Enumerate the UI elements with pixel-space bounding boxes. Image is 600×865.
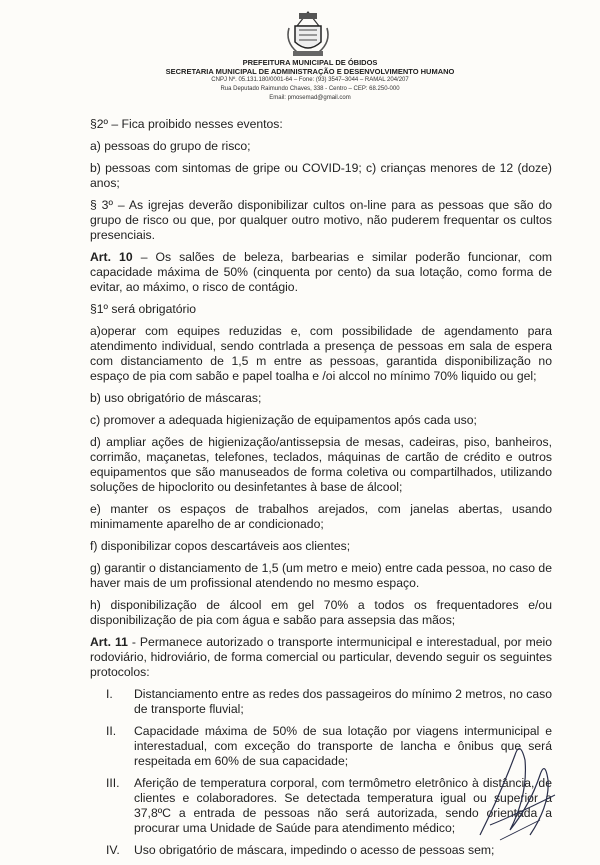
paragraph: d) ampliar ações de higienização/antissepsia de mesas, cadeiras, piso, banheiros, corrimão, maçanetas, telefones, teclados, máquinas de cartão de crédito e outros equipamentos que são manuseados de forma coletiva ou compartilhados, utilizando soluções de hipoclorito ou desinfetantes à base de álcool; — [90, 435, 552, 494]
list-number: II. — [106, 724, 117, 738]
article-text: - Permanece autorizado o transporte intermunicipal e interestadual, por meio rodoviário, hidroviário, de forma comercial ou particular, devendo seguir os seguintes protocolos: — [90, 635, 552, 679]
letterhead — [120, 58, 500, 103]
list-text: Aferição de temperatura corporal, com termômetro eletrônico à distância, de clientes e colaboradores. Se detectada temperatura igual ou superior a 37,8ºC a entrada de pessoas não será autorizada, sendo orientada a procurar uma Unidade de Saúde para atendimento médico; — [134, 776, 552, 835]
paragraph: a)operar com equipes reduzidas e, com possibilidade de agendamento para atendimento individual, sendo contrlada a presença de pessoas em sala de espera com distanciamento de 1,5 m entre as pessoas, garantida disponibilização no espaço de pia com sabão e papel toalha e /oi alccol no mínimo 70% liquido ou gel; — [90, 324, 552, 383]
paragraph: g) garantir o distanciamento de 1,5 (um metro e meio) entre cada pessoa, no caso de haver mais de um profissional atendendo no mesmo espaço. — [90, 561, 552, 590]
signature-icon — [470, 735, 560, 845]
list-number: III. — [106, 776, 120, 790]
letterhead-address: Rua Deputado Raimundo Chaves, 338 - Centro – CEP: 68.250-000 — [220, 86, 400, 92]
article-11 — [90, 635, 552, 680]
paragraph: b) uso obrigatório de máscaras; — [90, 391, 262, 405]
paragraph: h) disponibilização de álcool em gel 70% a todos os frequentadores e/ou disponibilização de pia com água e sabão para assepsia das mãos; — [90, 598, 552, 627]
list-text: Capacidade máxima de 50% de sua lotação por viagens intermunicipal e interestadual, com exceção do transporte de lancha e ônibus que será respeitada em 60% de sua capacidade; — [134, 724, 552, 768]
coat-of-arms-icon — [283, 8, 333, 58]
article-label: Art. 10 — [90, 250, 133, 264]
letterhead-cnpj: CNPJ Nº. 05.131.180/0001-64 – Fone: (93) 3547–3044 – RAMAL 204/207 — [211, 77, 409, 83]
letterhead-title: PREFEITURA MUNICIPAL DE ÓBIDOS — [242, 58, 378, 67]
paragraph: c) promover a adequada higienização de equipamentos após cada uso; — [90, 413, 477, 427]
list-number: IV. — [106, 843, 120, 857]
list-number: I. — [106, 687, 113, 701]
article-label: Art. 11 — [90, 635, 128, 649]
paragraph: a) pessoas do grupo de risco; — [90, 139, 251, 153]
paragraph: § 3º – As igrejas deverão disponibilizar cultos on-line para as pessoas que são do grupo de risco ou que, por qualquer outro motivo, não puderem frequentar os cultos presenciais. — [90, 198, 552, 242]
paragraph: §2º – Fica proibido nesses eventos: — [90, 117, 283, 131]
paragraph: §1º será obrigatório — [90, 302, 197, 316]
article-10 — [90, 250, 552, 295]
list-text: Uso obrigatório de máscara, impedindo o acesso de pessoas sem; — [134, 843, 495, 857]
list-item — [90, 687, 552, 717]
article-text: – Os salões de beleza, barbearias e similar poderão funcionar, com capacidade máxima de 50% (cinquenta por cento) da sua lotação, como forma de evitar, ao máximo, o risco de contágio. — [90, 250, 553, 294]
letterhead-email: Email: pmosemad@gmail.com — [269, 95, 351, 101]
paragraph: f) disponibilizar copos descartáveis aos clientes; — [90, 539, 351, 553]
paragraph: e) manter os espaços de trabalhos arejados, com janelas abertas, usando minimamente aparelho de ar condicionado; — [90, 502, 552, 531]
letterhead-secretariat: SECRETARIA MUNICIPAL DE ADMINISTRAÇÃO E DESENVOLVIMENTO HUMANO — [165, 67, 455, 76]
paragraph: b) pessoas com sintomas de gripe ou COVID-19; c) crianças menores de 12 (doze) anos; — [90, 161, 552, 190]
list-text: Distanciamento entre as redes dos passageiros do mínimo 2 metros, no caso de transporte fluvial; — [134, 687, 552, 716]
list-item — [90, 843, 552, 858]
